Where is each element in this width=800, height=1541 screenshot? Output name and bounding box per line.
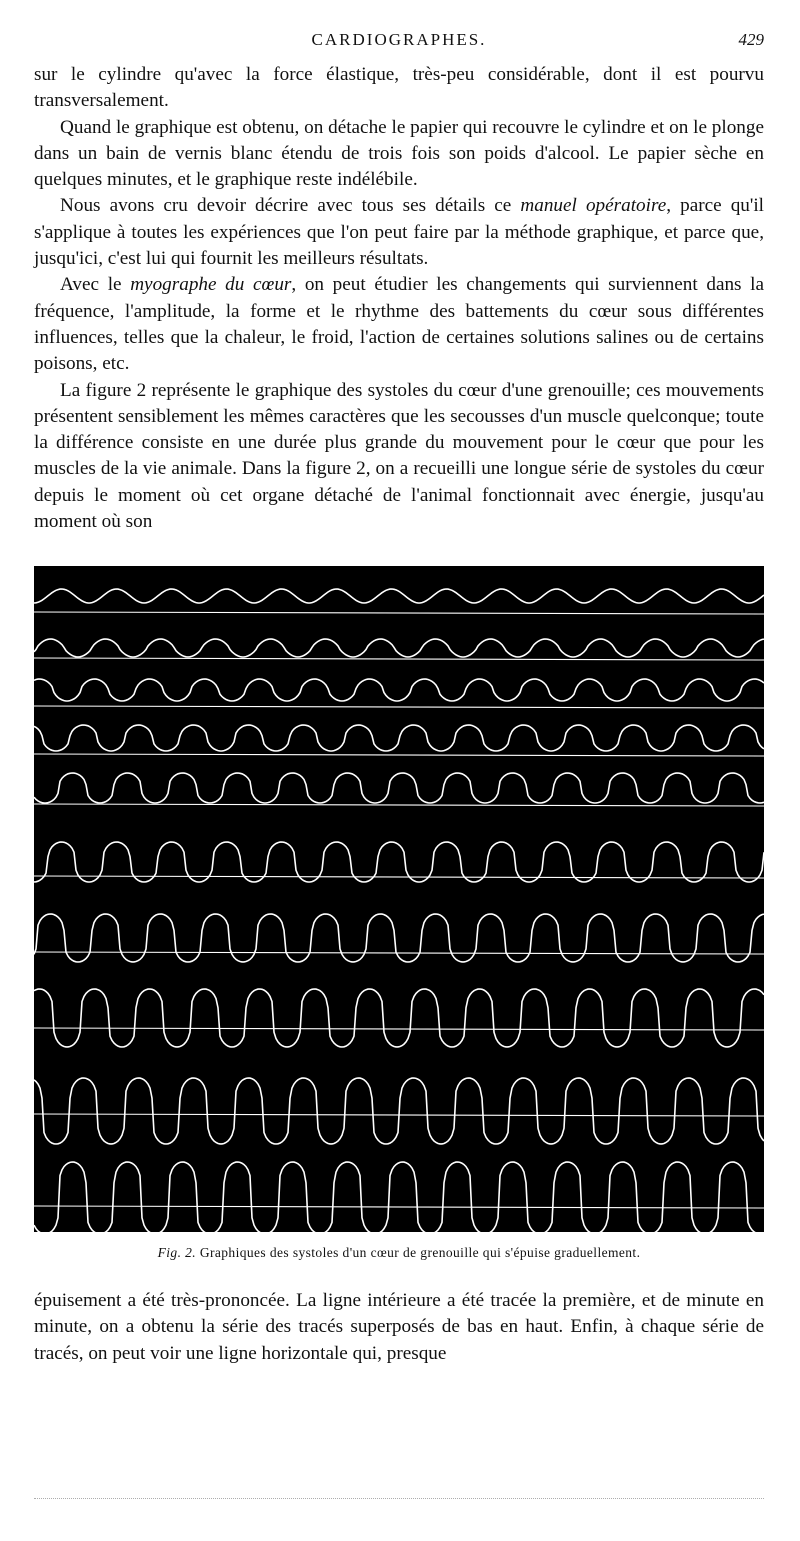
baseline-2 xyxy=(34,658,764,660)
systole-trace-5 xyxy=(34,773,764,803)
paragraph-3-start: Nous avons cru devoir décrire avec tous ses détails ce xyxy=(60,195,521,217)
figure-caption xyxy=(34,1245,764,1261)
paragraph-5: La figure 2 représente le graphique des systoles du cœur d'une grenouille; ces mouvements présentent sensiblement les mêmes caractères que les secousses d'un muscle quelconque; toute la différence consiste en une durée plus grande du mouvement pour le cœur que pour les muscles de la vie animale. Dans la figure 2, on a recueilli une longue série de systoles du cœur depuis le moment où cet organe détaché de l'animal fonctionnait avec énergie, jusqu'au moment où son xyxy=(34,379,764,533)
paragraph-4-end: , on peut étudier les changements qui surviennent dans la fréquence, l'amplitude, la forme et le rhythme des battements du cœur sous différentes influences, telles que la chaleur, le froid, l'action de certaines solutions salines ou de certains poisons, etc. xyxy=(34,274,765,375)
body-text-top xyxy=(34,62,764,535)
baseline-1 xyxy=(34,612,764,614)
running-header xyxy=(34,30,764,56)
systole-trace-4 xyxy=(34,725,764,751)
paragraph-6: épuisement a été très-prononcée. La ligne intérieure a été tracée la première, et de minute en minute, on a obtenu la série des tracés superposés de bas en haut. Enfin, à chaque série de tracés, on peut voir une ligne horizontale qui, presque xyxy=(34,1290,764,1364)
paragraph-4-start: Avec le xyxy=(60,274,131,296)
baseline-5 xyxy=(34,804,764,806)
paragraph-4 xyxy=(34,272,764,377)
body-text-bottom xyxy=(34,1288,764,1367)
page-bottom-marks xyxy=(34,1498,764,1503)
page-number: 429 xyxy=(738,30,764,49)
systole-trace-8 xyxy=(34,989,764,1047)
figure-2-plate xyxy=(34,566,764,1232)
paragraph-2: Quand le graphique est obtenu, on détache le papier qui recouvre le cylindre et on le plonge dans un bain de vernis blanc étendu de trois fois son poids d'alcool. Le papier sèche en quelques minutes, et le graphique reste indélébile. xyxy=(34,116,764,191)
paragraph-1: sur le cylindre qu'avec la force élastique, très-peu considérable, dont il est pourvu transversalement. xyxy=(34,64,764,112)
baseline-3 xyxy=(34,706,764,708)
paragraph-3 xyxy=(34,193,764,272)
paragraph-4-emphasis: myographe du cœur xyxy=(130,274,292,296)
systole-trace-10 xyxy=(34,1162,764,1232)
systole-trace-9 xyxy=(34,1078,764,1144)
baseline-4 xyxy=(34,754,764,756)
running-title: CARDIOGRAPHES. xyxy=(311,30,487,49)
caption-text: Graphiques des systoles d'un cœur de grenouille qui s'épuise graduellement. xyxy=(199,1245,641,1260)
baseline-6 xyxy=(34,876,764,878)
systole-trace-2 xyxy=(34,639,764,657)
paragraph-3-emphasis: manuel opératoire xyxy=(520,195,667,217)
paragraph-3-end: , parce qu'il s'applique à toutes les expériences que l'on peut faire par la méthode graphique, et parce que, jusqu'ici, c'est lui qui fournit les meilleurs résultats. xyxy=(34,195,764,270)
systole-traces xyxy=(34,566,764,1232)
systole-trace-1 xyxy=(34,589,764,603)
caption-label: Fig. 2. xyxy=(157,1245,197,1260)
baseline-8 xyxy=(34,1028,764,1030)
systole-trace-7 xyxy=(34,914,764,962)
systole-trace-3 xyxy=(34,679,764,701)
baseline-10 xyxy=(34,1206,764,1208)
